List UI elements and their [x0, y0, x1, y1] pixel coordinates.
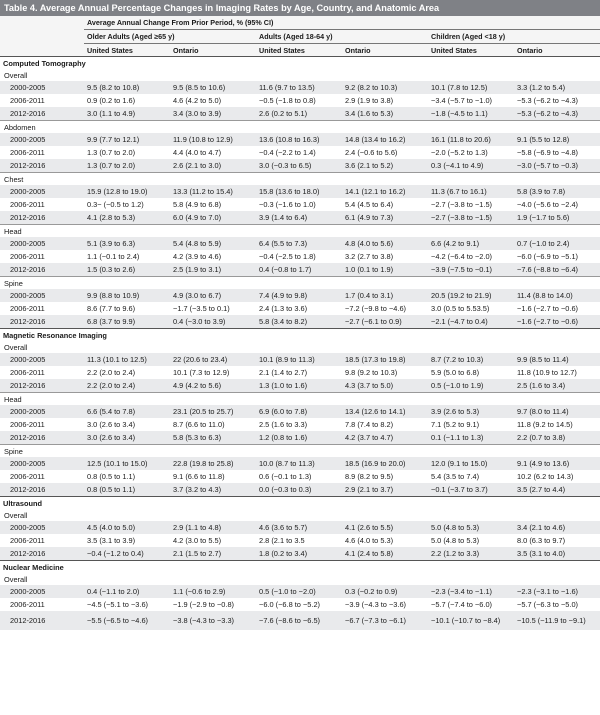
value-cell: 13.4 (12.6 to 14.1) [342, 405, 428, 418]
value-cell: 4.2 (3.7 to 4.7) [342, 431, 428, 445]
table-row [0, 611, 600, 630]
value-cell: 3.0 (2.6 to 3.4) [87, 420, 136, 429]
value-cell: 9.9 (8.8 to 10.9) [84, 289, 170, 302]
value-cell: 1.1 (−0.6 to 2.9) [170, 585, 256, 598]
period-cell: 2000-2005 [0, 237, 84, 250]
value-cell: −10.5 (−11.9 to −9.1) [514, 611, 600, 630]
value-cell: 3.0 (2.6 to 3.4) [84, 431, 170, 445]
value-cell: 4.1 (2.4 to 5.8) [342, 547, 428, 561]
section-title: Ultrasound [0, 497, 600, 510]
value-cell: −7.2 (−9.8 to −4.6) [345, 304, 407, 313]
value-cell: −3.8 (−4.3 to −3.3) [170, 611, 256, 630]
period-cell: 2012-2016 [0, 263, 84, 277]
subgroup-row [0, 173, 600, 186]
table-row [0, 405, 600, 418]
table-row [0, 457, 600, 470]
value-cell: 0.3 (−0.2 to 0.9) [342, 585, 428, 598]
value-cell: 3.4 (2.1 to 4.6) [514, 521, 600, 534]
value-cell: 9.1 (4.9 to 13.6) [514, 457, 600, 470]
value-cell: 9.1 (6.6 to 11.8) [173, 472, 225, 481]
value-cell: 5.8 (5.3 to 6.3) [170, 431, 256, 445]
value-cell: 11.6 (9.7 to 13.5) [256, 81, 342, 94]
value-cell: −6.0 (−6.9 to −5.1) [517, 252, 579, 261]
value-cell: 1.3 (0.7 to 2.0) [84, 159, 170, 173]
value-cell: 1.3 (0.7 to 2.0) [87, 148, 136, 157]
table-row [0, 302, 600, 315]
value-cell: 1.0 (0.1 to 1.9) [342, 263, 428, 277]
value-cell: 2.2 (2.0 to 2.4) [87, 368, 136, 377]
subgroup-row [0, 121, 600, 134]
value-cell: −3.4 (−5.7 to −1.0) [431, 96, 493, 105]
table-row [0, 598, 600, 611]
value-cell: 5.1 (3.9 to 6.3) [84, 237, 170, 250]
value-cell: 1.3 (1.0 to 1.6) [256, 379, 342, 393]
group-header-older-adults: Older Adults (Aged ≥65 y) [84, 30, 256, 44]
value-cell: 4.2 (3.0 to 5.5) [173, 536, 222, 545]
section-title: Computed Tomography [0, 57, 600, 70]
value-cell: 4.6 (4.2 to 5.0) [173, 96, 222, 105]
subgroup-row [0, 69, 600, 81]
value-cell: 14.1 (12.1 to 16.2) [342, 185, 428, 198]
value-cell: 5.8 (3.4 to 8.2) [256, 315, 342, 329]
subgroup-row [0, 277, 600, 290]
value-cell: 9.9 (7.7 to 12.1) [84, 133, 170, 146]
value-cell: 4.1 (2.6 to 5.5) [342, 521, 428, 534]
table-row [0, 263, 600, 277]
value-cell: 0.5 (−1.0 to 1.9) [428, 379, 514, 393]
value-cell: 10.1 (7.3 to 12.9) [173, 368, 230, 377]
subgroup-row [0, 225, 600, 238]
value-cell: 6.6 (4.2 to 9.1) [428, 237, 514, 250]
value-cell: 5.0 (4.8 to 5.3) [431, 536, 480, 545]
value-cell: 4.8 (4.0 to 5.6) [342, 237, 428, 250]
value-cell: 2.9 (1.1 to 4.8) [170, 521, 256, 534]
value-cell: 5.4 (4.8 to 5.9) [170, 237, 256, 250]
value-cell: 4.1 (2.8 to 5.3) [84, 211, 170, 225]
table-row [0, 211, 600, 225]
value-cell: −0.4 (−2.5 to 1.8) [259, 252, 316, 261]
table-row [0, 250, 600, 263]
value-cell: 23.1 (20.5 to 25.7) [170, 405, 256, 418]
period-cell: 2006-2011 [10, 368, 45, 377]
section-title: Magnetic Resonance Imaging [0, 329, 600, 342]
table-row [0, 133, 600, 146]
value-cell: 0.8 (0.5 to 1.1) [84, 483, 170, 497]
value-cell: −0.1 (−3.7 to 3.7) [428, 483, 514, 497]
period-cell: 2012-2016 [0, 315, 84, 329]
value-cell: 7.8 (7.4 to 8.2) [345, 420, 394, 429]
table-row [0, 94, 600, 107]
value-cell: 6.8 (3.7 to 9.9) [84, 315, 170, 329]
value-cell: 8.9 (8.2 to 9.5) [345, 472, 394, 481]
value-cell: 11.8 (9.2 to 14.5) [517, 420, 573, 429]
subgroup-label: Overall [0, 341, 600, 353]
value-cell: 4.9 (3.0 to 6.7) [170, 289, 256, 302]
value-cell: 0.4 (−1.1 to 2.0) [84, 585, 170, 598]
value-cell: 15.9 (12.8 to 19.0) [84, 185, 170, 198]
value-cell: −3.9 (−7.5 to −0.1) [428, 263, 514, 277]
value-cell: 11.3 (6.7 to 16.1) [428, 185, 514, 198]
value-cell: −1.6 (−2.7 to −0.6) [514, 315, 600, 329]
table-row [0, 81, 600, 94]
value-cell: 5.4 (3.5 to 7.4) [431, 472, 480, 481]
value-cell: 2.4 (1.3 to 3.6) [259, 304, 308, 313]
value-cell: 0.9 (0.2 to 1.6) [87, 96, 136, 105]
value-cell: 2.6 (2.1 to 3.0) [170, 159, 256, 173]
value-cell: 3.4 (3.0 to 3.9) [170, 107, 256, 121]
header-row-span [0, 16, 600, 30]
period-cell: 2006-2011 [10, 200, 45, 209]
subgroup-row [0, 445, 600, 458]
value-cell: 1.8 (0.2 to 3.4) [256, 547, 342, 561]
table-row [0, 521, 600, 534]
period-cell: 2000-2005 [0, 81, 84, 94]
value-cell: 12.5 (10.1 to 15.0) [84, 457, 170, 470]
value-cell: 13.6 (10.8 to 16.3) [256, 133, 342, 146]
period-cell: 2000-2005 [0, 185, 84, 198]
value-cell: 7.1 (5.2 to 9.1) [431, 420, 480, 429]
value-cell: 4.2 (3.9 to 4.6) [173, 252, 222, 261]
value-cell: −0.5 (−1.8 to 0.8) [259, 96, 316, 105]
period-cell: 2000-2005 [0, 585, 84, 598]
value-cell: 11.9 (10.8 to 12.9) [170, 133, 256, 146]
value-cell: 3.3 (1.2 to 5.4) [514, 81, 600, 94]
value-cell: 3.9 (2.6 to 5.3) [428, 405, 514, 418]
value-cell: −4.0 (−5.6 to −2.4) [517, 200, 579, 209]
table-row [0, 470, 600, 483]
country-header: Ontario [342, 44, 428, 57]
imaging-rates-table [0, 16, 600, 630]
value-cell: 2.4 (−0.6 to 5.6) [345, 148, 398, 157]
table-row [0, 353, 600, 366]
subgroup-row [0, 341, 600, 353]
value-cell: −0.4 (−1.2 to 0.4) [84, 547, 170, 561]
value-cell: 2.9 (1.9 to 3.8) [345, 96, 394, 105]
value-cell: 1.5 (0.3 to 2.6) [84, 263, 170, 277]
table-title: Table 4. Average Annual Percentage Changes in Imaging Rates by Age, Country, and Anatomic Area [0, 0, 600, 16]
value-cell: 3.0 (0.5 to 5.53.5) [431, 304, 490, 313]
value-cell: 22.8 (19.8 to 25.8) [170, 457, 256, 470]
period-cell: 2012-2016 [0, 379, 84, 393]
value-cell: 9.2 (8.2 to 10.3) [342, 81, 428, 94]
value-cell: 0.4 (−0.8 to 1.7) [256, 263, 342, 277]
value-cell: 22 (20.6 to 23.4) [170, 353, 256, 366]
section-header-row [0, 561, 600, 574]
value-cell: 2.6 (0.2 to 5.1) [256, 107, 342, 121]
value-cell: 2.9 (2.1 to 3.7) [342, 483, 428, 497]
country-header: Ontario [514, 44, 600, 57]
value-cell: 8.7 (7.2 to 10.3) [428, 353, 514, 366]
value-cell: 0.4 (−3.0 to 3.9) [170, 315, 256, 329]
value-cell: 0.1 (−1.1 to 1.3) [428, 431, 514, 445]
value-cell: 5.9 (5.0 to 6.8) [431, 368, 480, 377]
table-row [0, 146, 600, 159]
value-cell: 9.5 (8.2 to 10.8) [84, 81, 170, 94]
value-cell: 8.6 (7.7 to 9.6) [87, 304, 136, 313]
value-cell: 3.5 (2.7 to 4.4) [514, 483, 600, 497]
value-cell: 5.0 (4.8 to 5.3) [428, 521, 514, 534]
subgroup-row [0, 393, 600, 406]
value-cell: −2.7 (−3.8 to −1.5) [428, 211, 514, 225]
period-cell: 2006-2011 [10, 536, 45, 545]
value-cell: 4.9 (4.2 to 5.6) [170, 379, 256, 393]
period-cell: 2006-2011 [10, 304, 45, 313]
table-row [0, 431, 600, 445]
subgroup-row [0, 509, 600, 521]
value-cell: 3.9 (1.4 to 6.4) [256, 211, 342, 225]
value-cell: 2.5 (1.9 to 3.1) [170, 263, 256, 277]
table-row [0, 547, 600, 561]
value-cell: −2.1 (−4.7 to 0.4) [428, 315, 514, 329]
value-cell: 3.5 (3.1 to 4.0) [514, 547, 600, 561]
value-cell: 0.6 (−0.1 to 1.3) [259, 472, 312, 481]
value-cell: 3.0 (1.1 to 4.9) [84, 107, 170, 121]
value-cell: 6.4 (5.5 to 7.3) [256, 237, 342, 250]
value-cell: 18.5 (17.3 to 19.8) [342, 353, 428, 366]
value-cell: 6.6 (5.4 to 7.8) [84, 405, 170, 418]
value-cell: 9.1 (5.5 to 12.8) [514, 133, 600, 146]
section-header-row [0, 329, 600, 342]
value-cell: −2.3 (−3.4 to −1.1) [428, 585, 514, 598]
table-row [0, 366, 600, 379]
value-cell: 3.2 (2.7 to 3.8) [345, 252, 394, 261]
value-cell: 15.8 (13.6 to 18.0) [256, 185, 342, 198]
value-cell: 0.3− (−0.5 to 1.2) [87, 200, 144, 209]
value-cell: 11.8 (10.9 to 12.7) [517, 368, 577, 377]
value-cell: −5.3 (−6.2 to −4.3) [517, 96, 579, 105]
value-cell: 4.6 (3.6 to 5.7) [256, 521, 342, 534]
value-cell: 2.2 (1.2 to 3.3) [428, 547, 514, 561]
subgroup-label: Head [0, 393, 600, 406]
value-cell: −5.3 (−6.2 to −4.3) [514, 107, 600, 121]
period-cell: 2012-2016 [0, 611, 84, 630]
value-cell: −1.9 (−2.9 to −0.8) [173, 600, 235, 609]
value-cell: −7.6 (−8.8 to −6.4) [514, 263, 600, 277]
value-cell: 8.7 (6.6 to 11.0) [173, 420, 225, 429]
value-cell: 0.0 (−0.3 to 0.3) [256, 483, 342, 497]
value-cell: 6.1 (4.9 to 7.3) [342, 211, 428, 225]
value-cell: 4.3 (3.7 to 5.0) [342, 379, 428, 393]
value-cell: −2.0 (−5.2 to 1.3) [431, 148, 488, 157]
value-cell: 5.4 (4.5 to 6.4) [345, 200, 394, 209]
table-row [0, 159, 600, 173]
value-cell: 9.9 (8.5 to 11.4) [514, 353, 600, 366]
value-cell: 11.4 (8.8 to 14.0) [514, 289, 600, 302]
value-cell: 9.7 (8.0 to 11.4) [514, 405, 600, 418]
subgroup-label: Head [0, 225, 600, 238]
subgroup-label: Spine [0, 445, 600, 458]
value-cell: 3.6 (2.1 to 5.2) [342, 159, 428, 173]
table-row [0, 315, 600, 329]
period-cell: 2012-2016 [0, 211, 84, 225]
span-header: Average Annual Change From Prior Period, % (95% CI) [84, 16, 600, 30]
table-row [0, 198, 600, 211]
period-cell: 2000-2005 [0, 405, 84, 418]
table-row [0, 483, 600, 497]
value-cell: 10.1 (7.8 to 12.5) [428, 81, 514, 94]
value-cell: 3.4 (1.6 to 5.3) [342, 107, 428, 121]
table-row [0, 418, 600, 431]
value-cell: −0.4 (−2.2 to 1.4) [259, 148, 316, 157]
value-cell: 2.1 (1.5 to 2.7) [170, 547, 256, 561]
value-cell: −1.6 (−2.7 to −0.6) [517, 304, 579, 313]
value-cell: −2.7 (−3.8 to −1.5) [431, 200, 493, 209]
header-row-groups [0, 30, 600, 44]
value-cell: 14.8 (13.4 to 16.2) [342, 133, 428, 146]
value-cell: 16.1 (11.8 to 20.6) [428, 133, 514, 146]
value-cell: 18.5 (16.9 to 20.0) [342, 457, 428, 470]
period-cell: 2012-2016 [0, 483, 84, 497]
period-cell: 2006-2011 [10, 252, 45, 261]
value-cell: −5.8 (−6.9 to −4.8) [517, 148, 579, 157]
value-cell: −6.7 (−7.3 to −6.1) [342, 611, 428, 630]
value-cell: 3.5 (3.1 to 3.9) [87, 536, 136, 545]
value-cell: 2.1 (1.4 to 2.7) [259, 368, 308, 377]
value-cell: 6.9 (6.0 to 7.8) [256, 405, 342, 418]
period-cell: 2006-2011 [10, 96, 45, 105]
period-cell: 2000-2005 [0, 353, 84, 366]
value-cell: 2.2 (0.7 to 3.8) [514, 431, 600, 445]
value-cell: 2.5 (1.6 to 3.3) [259, 420, 308, 429]
value-cell: −5.7 (−6.3 to −5.0) [517, 600, 579, 609]
value-cell: 2.2 (2.0 to 2.4) [84, 379, 170, 393]
value-cell: 12.0 (9.1 to 15.0) [428, 457, 514, 470]
subgroup-label: Abdomen [0, 121, 600, 134]
value-cell: −7.6 (−8.6 to −6.5) [256, 611, 342, 630]
section-header-row [0, 497, 600, 510]
section-title: Nuclear Medicine [0, 561, 600, 574]
table-row [0, 585, 600, 598]
table-row [0, 289, 600, 302]
value-cell: 9.8 (9.2 to 10.3) [345, 368, 398, 377]
period-cell: 2012-2016 [0, 159, 84, 173]
value-cell: −6.0 (−6.8 to −5.2) [259, 600, 321, 609]
value-cell: −4.2 (−6.4 to −2.0) [431, 252, 493, 261]
value-cell: 5.8 (3.9 to 7.8) [514, 185, 600, 198]
country-header: United States [84, 44, 170, 57]
value-cell: 13.3 (11.2 to 15.4) [170, 185, 256, 198]
subgroup-label: Overall [0, 69, 600, 81]
value-cell: 11.3 (10.1 to 12.5) [84, 353, 170, 366]
value-cell: 2.5 (1.6 to 3.4) [514, 379, 600, 393]
value-cell: −1.7 (−3.5 to 0.1) [173, 304, 230, 313]
country-header: Ontario [170, 44, 256, 57]
period-cell: 2012-2016 [0, 107, 84, 121]
table-row [0, 237, 600, 250]
value-cell: 1.2 (0.8 to 1.6) [256, 431, 342, 445]
period-cell: 2012-2016 [0, 431, 84, 445]
value-cell: 0.7 (−1.0 to 2.4) [514, 237, 600, 250]
value-cell: 3.7 (3.2 to 4.3) [170, 483, 256, 497]
value-cell: 5.8 (4.9 to 6.8) [173, 200, 222, 209]
value-cell: 10.1 (8.9 to 11.3) [256, 353, 342, 366]
value-cell: 20.5 (19.2 to 21.9) [428, 289, 514, 302]
subgroup-label: Overall [0, 509, 600, 521]
value-cell: −10.1 (−10.7 to −8.4) [428, 611, 514, 630]
subgroup-label: Spine [0, 277, 600, 290]
subgroup-label: Overall [0, 573, 600, 585]
period-cell: 2006-2011 [10, 148, 45, 157]
group-header-children: Children (Aged <18 y) [428, 30, 600, 44]
value-cell: −1.8 (−4.5 to 1.1) [428, 107, 514, 121]
country-header: United States [256, 44, 342, 57]
period-cell: 2000-2005 [0, 289, 84, 302]
value-cell: −2.3 (−3.1 to −1.6) [514, 585, 600, 598]
value-cell: −3.0 (−5.7 to −0.3) [514, 159, 600, 173]
country-header: United States [428, 44, 514, 57]
value-cell: −2.7 (−6.1 to 0.9) [342, 315, 428, 329]
value-cell: 10.2 (6.2 to 14.3) [517, 472, 574, 481]
value-cell: 0.8 (0.5 to 1.1) [87, 472, 136, 481]
value-cell: 7.4 (4.9 to 9.8) [256, 289, 342, 302]
period-cell: 2000-2005 [0, 133, 84, 146]
table-row [0, 379, 600, 393]
value-cell: 0.5 (−1.0 to −2.0) [256, 585, 342, 598]
value-cell: 6.0 (4.9 to 7.0) [170, 211, 256, 225]
table-row [0, 107, 600, 121]
group-header-adults: Adults (Aged 18-64 y) [256, 30, 428, 44]
value-cell: 2.8 (2.1 to 3.5 [259, 536, 305, 545]
subgroup-row [0, 573, 600, 585]
section-header-row [0, 57, 600, 70]
value-cell: −5.7 (−7.4 to −6.0) [431, 600, 493, 609]
period-cell: 2000-2005 [0, 457, 84, 470]
value-cell: 3.0 (−0.3 to 6.5) [256, 159, 342, 173]
value-cell: 4.6 (4.0 to 5.3) [345, 536, 394, 545]
period-cell: 2006-2011 [10, 600, 45, 609]
value-cell: −4.5 (−5.1 to −3.6) [87, 600, 149, 609]
period-cell: 2000-2005 [0, 521, 84, 534]
value-cell: 1.9 (−1.7 to 5.6) [514, 211, 600, 225]
value-cell: 1.1 (−0.1 to 2.4) [87, 252, 140, 261]
value-cell: 0.3 (−4.1 to 4.9) [428, 159, 514, 173]
value-cell: 9.5 (8.5 to 10.6) [170, 81, 256, 94]
value-cell: −5.5 (−6.5 to −4.6) [84, 611, 170, 630]
value-cell: 4.4 (4.0 to 4.7) [173, 148, 222, 157]
value-cell: 10.0 (8.7 to 11.3) [256, 457, 342, 470]
table-row [0, 185, 600, 198]
value-cell: 1.7 (0.4 to 3.1) [342, 289, 428, 302]
period-cell: 2012-2016 [0, 547, 84, 561]
subgroup-label: Chest [0, 173, 600, 186]
value-cell: 8.0 (6.3 to 9.7) [517, 536, 566, 545]
period-cell: 2006-2011 [10, 420, 45, 429]
table-row [0, 534, 600, 547]
value-cell: −0.3 (−1.6 to 1.0) [259, 200, 316, 209]
period-cell: 2006-2011 [10, 472, 45, 481]
value-cell: 4.5 (4.0 to 5.0) [84, 521, 170, 534]
header-row-countries [0, 44, 600, 57]
value-cell: −3.9 (−4.3 to −3.6) [345, 600, 407, 609]
